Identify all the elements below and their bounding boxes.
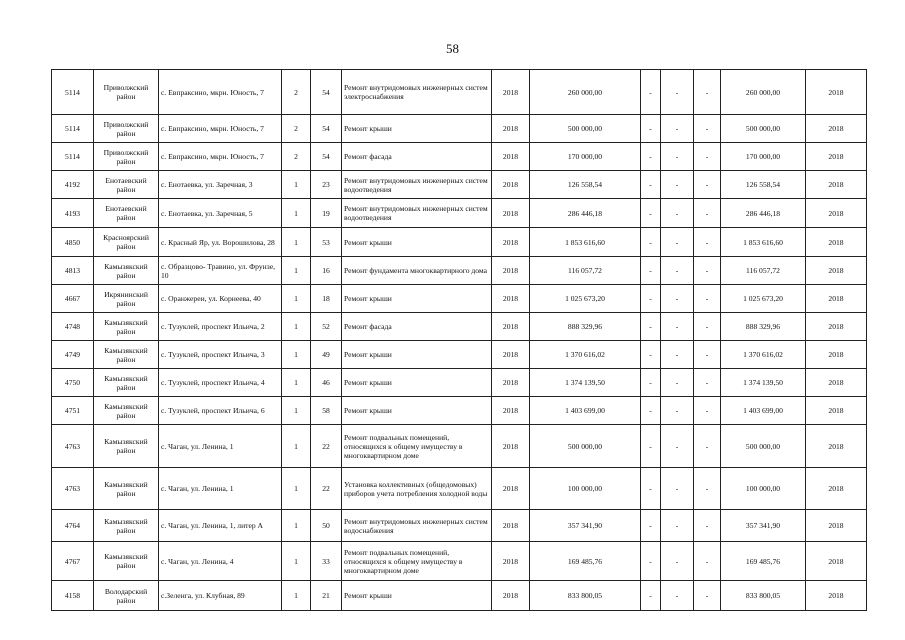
apartments-cell: 16 [311, 257, 342, 285]
year-cell: 2018 [492, 313, 530, 341]
dash-cell: - [661, 199, 694, 228]
address-cell: с. Чаган, ул. Ленина, 1 [159, 468, 282, 510]
dash-cell: - [641, 468, 661, 510]
floors-cell: 1 [282, 228, 311, 257]
address-cell: с.Зеленга, ул. Клубная, 89 [159, 581, 282, 611]
district-cell: Красноярский район [94, 228, 159, 257]
table-body [52, 70, 867, 611]
cost-cell: 1 370 616,02 [530, 341, 641, 369]
district-cell: Икрянинский район [94, 285, 159, 313]
district-cell: Камызякский район [94, 369, 159, 397]
cost-cell: 500 000,00 [530, 115, 641, 143]
year-cell: 2018 [492, 542, 530, 581]
completion-year-cell: 2018 [806, 171, 867, 199]
year-cell: 2018 [492, 369, 530, 397]
year-cell: 2018 [492, 285, 530, 313]
dash-cell: - [661, 171, 694, 199]
completion-year-cell: 2018 [806, 510, 867, 542]
dash-cell: - [694, 70, 721, 115]
repair-program-table [51, 69, 867, 611]
dash-cell: - [661, 70, 694, 115]
floors-cell: 1 [282, 313, 311, 341]
floors-cell: 1 [282, 341, 311, 369]
year-cell: 2018 [492, 228, 530, 257]
house-id-cell: 4763 [52, 468, 94, 510]
dash-cell: - [694, 313, 721, 341]
cost-cell: 1 403 699,00 [530, 397, 641, 425]
dash-cell: - [661, 369, 694, 397]
apartments-cell: 18 [311, 285, 342, 313]
work-type-cell: Ремонт внутридомовых инженерных систем водоотведения [342, 199, 492, 228]
dash-cell: - [641, 581, 661, 611]
house-id-cell: 4192 [52, 171, 94, 199]
work-type-cell: Ремонт фасада [342, 143, 492, 171]
table-row [52, 115, 867, 143]
completion-year-cell: 2018 [806, 313, 867, 341]
address-cell: с. Енотаевка, ул. Заречная, 5 [159, 199, 282, 228]
dash-cell: - [694, 397, 721, 425]
work-type-cell: Ремонт подвальных помещений, относящихся к общему имуществу в многоквартирном доме [342, 542, 492, 581]
address-cell: с. Тузуклей, проспект Ильича, 6 [159, 397, 282, 425]
dash-cell: - [641, 171, 661, 199]
address-cell: с. Образцово- Травино, ул. Фрунзе, 10 [159, 257, 282, 285]
district-cell: Камызякский район [94, 468, 159, 510]
address-cell: с. Чаган, ул. Ленина, 1 [159, 425, 282, 468]
dash-cell: - [641, 143, 661, 171]
dash-cell: - [641, 199, 661, 228]
dash-cell: - [661, 341, 694, 369]
address-cell: с. Чаган, ул. Ленина, 4 [159, 542, 282, 581]
year-cell: 2018 [492, 171, 530, 199]
apartments-cell: 33 [311, 542, 342, 581]
dash-cell: - [694, 171, 721, 199]
completion-year-cell: 2018 [806, 425, 867, 468]
dash-cell: - [694, 369, 721, 397]
cost-cell: 169 485,76 [530, 542, 641, 581]
address-cell: с. Евпраксино, мкрн. Юность, 7 [159, 70, 282, 115]
floors-cell: 1 [282, 397, 311, 425]
district-cell: Камызякский район [94, 542, 159, 581]
address-cell: с. Тузуклей, проспект Ильича, 4 [159, 369, 282, 397]
floors-cell: 1 [282, 257, 311, 285]
year-cell: 2018 [492, 70, 530, 115]
address-cell: с. Чаган, ул. Ленина, 1, литер А [159, 510, 282, 542]
year-cell: 2018 [492, 143, 530, 171]
cost-cell: 170 000,00 [530, 143, 641, 171]
dash-cell: - [694, 581, 721, 611]
dash-cell: - [641, 228, 661, 257]
apartments-cell: 54 [311, 115, 342, 143]
work-type-cell: Ремонт фундамента многоквартирного дома [342, 257, 492, 285]
house-id-cell: 4750 [52, 369, 94, 397]
completion-year-cell: 2018 [806, 542, 867, 581]
total-cost-cell: 1 374 139,50 [721, 369, 806, 397]
completion-year-cell: 2018 [806, 369, 867, 397]
dash-cell: - [661, 228, 694, 257]
work-type-cell: Ремонт крыши [342, 115, 492, 143]
completion-year-cell: 2018 [806, 228, 867, 257]
house-id-cell: 4767 [52, 542, 94, 581]
dash-cell: - [641, 285, 661, 313]
apartments-cell: 50 [311, 510, 342, 542]
dash-cell: - [661, 581, 694, 611]
address-cell: с. Енотаевка, ул. Заречная, 3 [159, 171, 282, 199]
table-row [52, 425, 867, 468]
completion-year-cell: 2018 [806, 143, 867, 171]
cost-cell: 1 374 139,50 [530, 369, 641, 397]
dash-cell: - [661, 542, 694, 581]
district-cell: Приволжский район [94, 115, 159, 143]
address-cell: с. Евпраксино, мкрн. Юность, 7 [159, 115, 282, 143]
completion-year-cell: 2018 [806, 581, 867, 611]
dash-cell: - [641, 257, 661, 285]
cost-cell: 100 000,00 [530, 468, 641, 510]
district-cell: Приволжский район [94, 70, 159, 115]
completion-year-cell: 2018 [806, 199, 867, 228]
apartments-cell: 46 [311, 369, 342, 397]
table-row [52, 468, 867, 510]
dash-cell: - [661, 468, 694, 510]
cost-cell: 116 057,72 [530, 257, 641, 285]
completion-year-cell: 2018 [806, 468, 867, 510]
work-type-cell: Ремонт подвальных помещений, относящихся к общему имуществу в многоквартирном доме [342, 425, 492, 468]
page-number: 58 [446, 41, 459, 56]
district-cell: Камызякский район [94, 341, 159, 369]
year-cell: 2018 [492, 397, 530, 425]
floors-cell: 1 [282, 171, 311, 199]
floors-cell: 1 [282, 285, 311, 313]
total-cost-cell: 1 370 616,02 [721, 341, 806, 369]
total-cost-cell: 169 485,76 [721, 542, 806, 581]
table-row [52, 199, 867, 228]
cost-cell: 357 341,90 [530, 510, 641, 542]
house-id-cell: 4158 [52, 581, 94, 611]
dash-cell: - [661, 257, 694, 285]
table-row [52, 510, 867, 542]
cost-cell: 1 025 673,20 [530, 285, 641, 313]
dash-cell: - [694, 143, 721, 171]
total-cost-cell: 888 329,96 [721, 313, 806, 341]
work-type-cell: Ремонт крыши [342, 369, 492, 397]
total-cost-cell: 500 000,00 [721, 115, 806, 143]
dash-cell: - [661, 143, 694, 171]
dash-cell: - [641, 425, 661, 468]
completion-year-cell: 2018 [806, 397, 867, 425]
dash-cell: - [694, 510, 721, 542]
apartments-cell: 21 [311, 581, 342, 611]
completion-year-cell: 2018 [806, 285, 867, 313]
total-cost-cell: 357 341,90 [721, 510, 806, 542]
apartments-cell: 53 [311, 228, 342, 257]
work-type-cell: Ремонт внутридомовых инженерных систем водоснабжения [342, 510, 492, 542]
floors-cell: 1 [282, 199, 311, 228]
address-cell: с. Евпраксино, мкрн. Юность, 7 [159, 143, 282, 171]
dash-cell: - [694, 468, 721, 510]
total-cost-cell: 1 853 616,60 [721, 228, 806, 257]
house-id-cell: 4850 [52, 228, 94, 257]
table-row [52, 397, 867, 425]
house-id-cell: 4193 [52, 199, 94, 228]
floors-cell: 1 [282, 581, 311, 611]
apartments-cell: 54 [311, 143, 342, 171]
cost-cell: 1 853 616,60 [530, 228, 641, 257]
cost-cell: 260 000,00 [530, 70, 641, 115]
apartments-cell: 52 [311, 313, 342, 341]
table-row [52, 313, 867, 341]
district-cell: Енотаевский район [94, 171, 159, 199]
dash-cell: - [641, 115, 661, 143]
dash-cell: - [661, 313, 694, 341]
dash-cell: - [641, 510, 661, 542]
total-cost-cell: 100 000,00 [721, 468, 806, 510]
cost-cell: 500 000,00 [530, 425, 641, 468]
district-cell: Камызякский район [94, 510, 159, 542]
cost-cell: 833 800,05 [530, 581, 641, 611]
total-cost-cell: 1 403 699,00 [721, 397, 806, 425]
work-type-cell: Ремонт крыши [342, 397, 492, 425]
floors-cell: 2 [282, 143, 311, 171]
district-cell: Камызякский район [94, 257, 159, 285]
house-id-cell: 4751 [52, 397, 94, 425]
district-cell: Володарский район [94, 581, 159, 611]
total-cost-cell: 833 800,05 [721, 581, 806, 611]
year-cell: 2018 [492, 425, 530, 468]
year-cell: 2018 [492, 468, 530, 510]
house-id-cell: 4763 [52, 425, 94, 468]
floors-cell: 1 [282, 510, 311, 542]
year-cell: 2018 [492, 510, 530, 542]
year-cell: 2018 [492, 257, 530, 285]
house-id-cell: 4749 [52, 341, 94, 369]
apartments-cell: 22 [311, 468, 342, 510]
dash-cell: - [694, 425, 721, 468]
completion-year-cell: 2018 [806, 257, 867, 285]
dash-cell: - [694, 199, 721, 228]
year-cell: 2018 [492, 115, 530, 143]
dash-cell: - [661, 115, 694, 143]
address-cell: с. Красный Яр, ул. Ворошилова, 28 [159, 228, 282, 257]
completion-year-cell: 2018 [806, 341, 867, 369]
cost-cell: 126 558,54 [530, 171, 641, 199]
house-id-cell: 5114 [52, 143, 94, 171]
dash-cell: - [694, 257, 721, 285]
dash-cell: - [694, 341, 721, 369]
house-id-cell: 4748 [52, 313, 94, 341]
district-cell: Приволжский район [94, 143, 159, 171]
table-row [52, 341, 867, 369]
table-row [52, 285, 867, 313]
dash-cell: - [694, 228, 721, 257]
table-row [52, 171, 867, 199]
dash-cell: - [661, 510, 694, 542]
district-cell: Камызякский район [94, 313, 159, 341]
year-cell: 2018 [492, 199, 530, 228]
total-cost-cell: 170 000,00 [721, 143, 806, 171]
dash-cell: - [641, 341, 661, 369]
table-row [52, 70, 867, 115]
house-id-cell: 5114 [52, 70, 94, 115]
work-type-cell: Ремонт фасада [342, 313, 492, 341]
house-id-cell: 4813 [52, 257, 94, 285]
district-cell: Енотаевский район [94, 199, 159, 228]
work-type-cell: Ремонт крыши [342, 285, 492, 313]
work-type-cell: Ремонт крыши [342, 341, 492, 369]
completion-year-cell: 2018 [806, 70, 867, 115]
house-id-cell: 4667 [52, 285, 94, 313]
address-cell: с. Оранжереи, ул. Корнеева, 40 [159, 285, 282, 313]
table-row [52, 228, 867, 257]
floors-cell: 2 [282, 70, 311, 115]
work-type-cell: Ремонт внутридомовых инженерных систем водоотведения [342, 171, 492, 199]
completion-year-cell: 2018 [806, 115, 867, 143]
dash-cell: - [641, 397, 661, 425]
total-cost-cell: 1 025 673,20 [721, 285, 806, 313]
year-cell: 2018 [492, 581, 530, 611]
table-row [52, 369, 867, 397]
year-cell: 2018 [492, 341, 530, 369]
floors-cell: 1 [282, 369, 311, 397]
work-type-cell: Ремонт внутридомовых инженерных систем электроснабжения [342, 70, 492, 115]
apartments-cell: 54 [311, 70, 342, 115]
floors-cell: 1 [282, 542, 311, 581]
dash-cell: - [694, 542, 721, 581]
dash-cell: - [641, 313, 661, 341]
total-cost-cell: 500 000,00 [721, 425, 806, 468]
table-row [52, 581, 867, 611]
work-type-cell: Установка коллективных (общедомовых) приборов учета потребления холодной воды [342, 468, 492, 510]
total-cost-cell: 126 558,54 [721, 171, 806, 199]
table-row [52, 257, 867, 285]
dash-cell: - [641, 369, 661, 397]
total-cost-cell: 116 057,72 [721, 257, 806, 285]
cost-cell: 888 329,96 [530, 313, 641, 341]
floors-cell: 1 [282, 468, 311, 510]
floors-cell: 1 [282, 425, 311, 468]
house-id-cell: 4764 [52, 510, 94, 542]
dash-cell: - [661, 425, 694, 468]
apartments-cell: 22 [311, 425, 342, 468]
dash-cell: - [641, 70, 661, 115]
district-cell: Камызякский район [94, 425, 159, 468]
dash-cell: - [694, 115, 721, 143]
dash-cell: - [661, 285, 694, 313]
apartments-cell: 49 [311, 341, 342, 369]
address-cell: с. Тузуклей, проспект Ильича, 3 [159, 341, 282, 369]
work-type-cell: Ремонт крыши [342, 228, 492, 257]
apartments-cell: 23 [311, 171, 342, 199]
table-row [52, 542, 867, 581]
table-row [52, 143, 867, 171]
dash-cell: - [661, 397, 694, 425]
total-cost-cell: 286 446,18 [721, 199, 806, 228]
address-cell: с. Тузуклей, проспект Ильича, 2 [159, 313, 282, 341]
floors-cell: 2 [282, 115, 311, 143]
dash-cell: - [694, 285, 721, 313]
house-id-cell: 5114 [52, 115, 94, 143]
apartments-cell: 19 [311, 199, 342, 228]
work-type-cell: Ремонт крыши [342, 581, 492, 611]
total-cost-cell: 260 000,00 [721, 70, 806, 115]
district-cell: Камызякский район [94, 397, 159, 425]
dash-cell: - [641, 542, 661, 581]
apartments-cell: 58 [311, 397, 342, 425]
cost-cell: 286 446,18 [530, 199, 641, 228]
